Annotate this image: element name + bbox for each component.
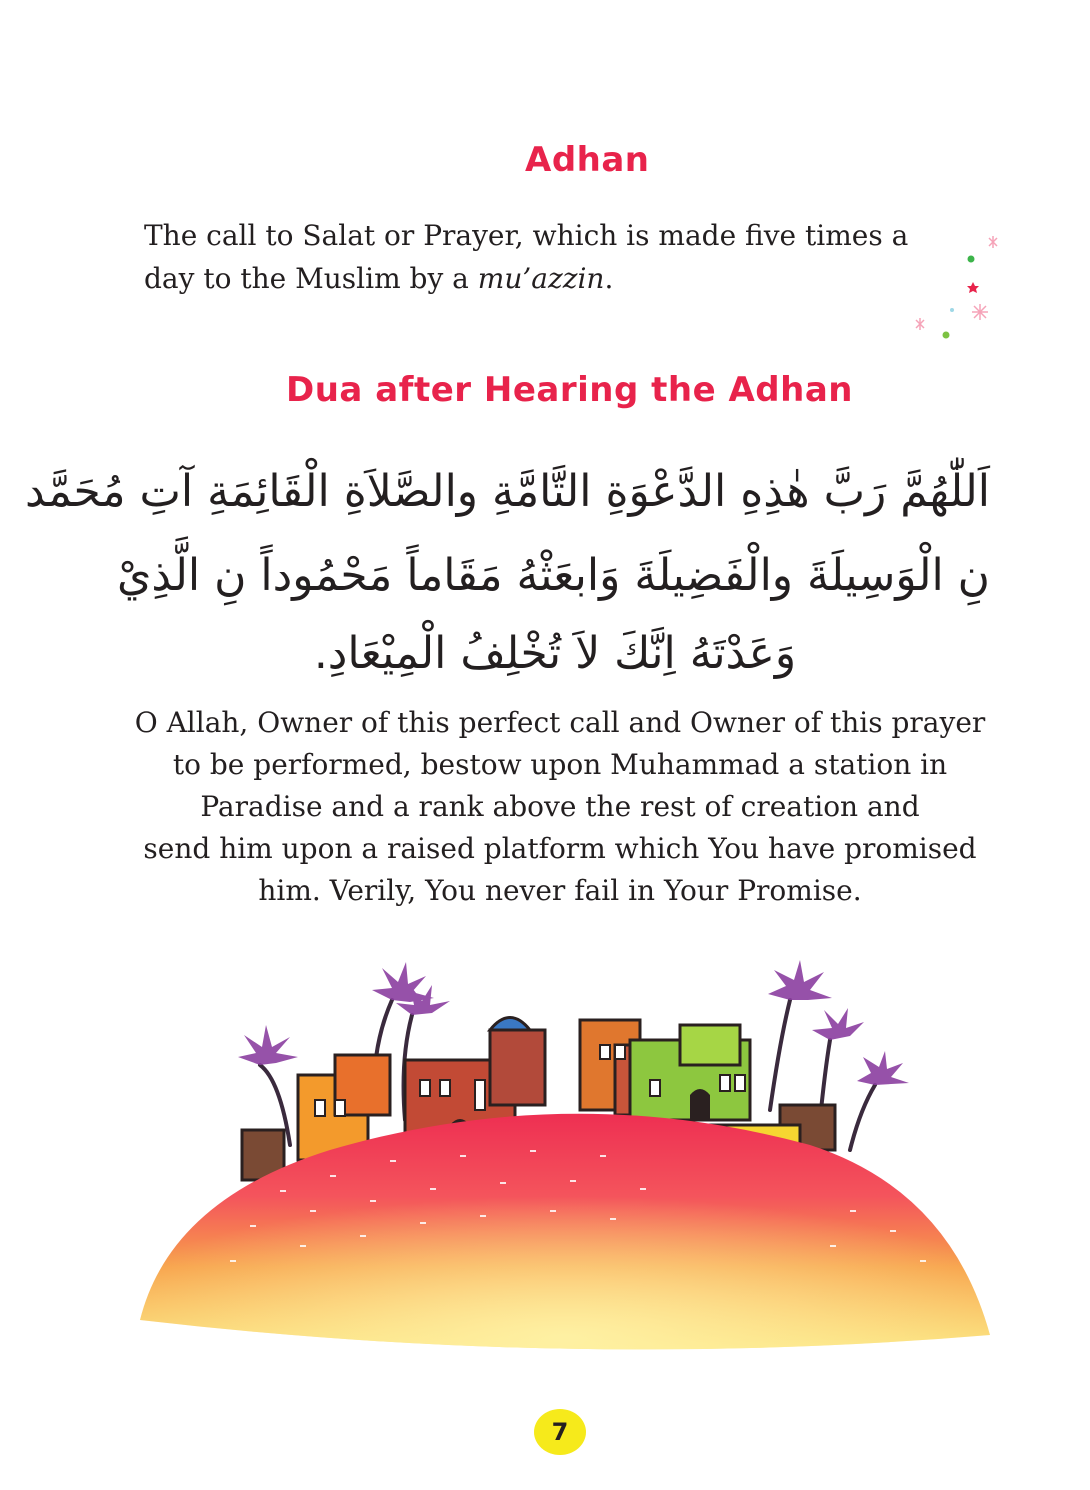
muazzin-term: mu’azzin: [477, 262, 605, 295]
translation-line: to be performed, bestow upon Muhammad a station in: [172, 748, 948, 781]
definition-line-1: The call to Salat or Prayer, which is made five times a: [144, 219, 909, 252]
dua-translation: [110, 702, 1010, 912]
definition-line-2-prefix: day to the Muslim by a: [144, 262, 478, 295]
arabic-dua-line-2: نِ الْوَسِيلَةَ والْفَضِيلَةَ وَابعَثْهُ مَقَاماً مَحْمُوداً نِ الَّذِيْ: [116, 550, 990, 601]
heading-dua-text: Dua after Hearing the Adhan: [286, 370, 853, 410]
translation-line: Paradise and a rank above the rest of creation and: [200, 790, 920, 823]
definition-line-2-suffix: .: [604, 262, 614, 295]
arabic-dua-line-3: وَعَدْتَهُ اِنَّكَ لاَ تُخْلِفُ الْمِيْعَادِ.: [313, 628, 797, 679]
translation-line: send him upon a raised platform which You have promised: [143, 832, 977, 865]
adhan-definition: [144, 214, 934, 300]
heading-adhan-text: Adhan: [525, 140, 650, 180]
translation-line: O Allah, Owner of this perfect call and Owner of this prayer: [134, 706, 986, 739]
arabic-dua-line-1: اَللّٰهُمَّ رَبَّ هٰذِهِ الدَّعْوَةِ التَّامَّةِ والصَّلاَةِ الْقَائِمَةِ آتِ مُحَمَّد: [25, 466, 990, 517]
page-number-badge: 7: [534, 1409, 586, 1455]
sparkle-decoration: [900, 230, 1010, 350]
definition-line-2: [144, 257, 934, 300]
village-hill-illustration: [130, 960, 1010, 1380]
translation-line: him. Verily, You never fail in Your Promise.: [258, 874, 862, 907]
